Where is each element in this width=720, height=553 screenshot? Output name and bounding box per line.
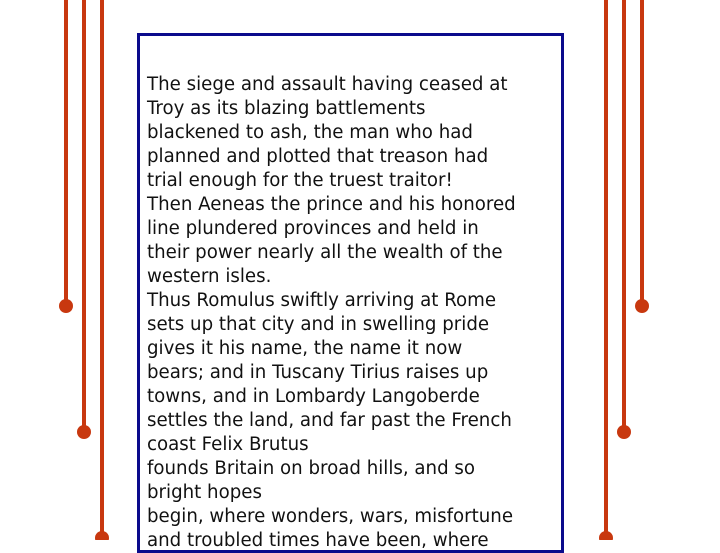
text-line: Thus Romulus swiftly arriving at Rome: [147, 290, 497, 311]
text-line: The siege and assault having ceased at: [147, 74, 508, 95]
text-line: planned and plotted that treason had: [147, 146, 489, 167]
text-line: trial enough for the truest traitor!: [147, 170, 453, 191]
text-line: Then Aeneas the prince and his honored: [147, 194, 516, 215]
text-line: gives it his name, the name it now: [147, 338, 463, 359]
text-line: line plundered provinces and held in: [147, 218, 479, 239]
left-line-inner-end-dot: [95, 531, 109, 540]
right-line-inner-end-dot: [599, 531, 613, 540]
right-line-middle-end-dot: [617, 425, 631, 439]
text-line: Troy as its blazing battlements: [147, 98, 426, 119]
left-line-outer-end-dot: [59, 299, 73, 313]
text-frame: [137, 33, 564, 553]
text-line: and troubled times have been, where: [147, 530, 489, 551]
text-line: towns, and in Lombardy Langoberde: [147, 386, 480, 407]
text-line: their power nearly all the wealth of the: [147, 242, 503, 263]
text-line: bears; and in Tuscany Tirius raises up: [147, 362, 489, 383]
text-line: blackened to ash, the man who had: [147, 122, 473, 143]
text-line: begin, where wonders, wars, misfortune: [147, 506, 514, 527]
text-line: founds Britain on broad hills, and so: [147, 458, 476, 479]
text-line: bright hopes: [147, 482, 262, 503]
text-line: settles the land, and far past the French: [147, 410, 512, 431]
right-line-outer-end-dot: [635, 299, 649, 313]
text-line: coast Felix Brutus: [147, 434, 309, 455]
text-line: western isles.: [147, 266, 272, 287]
poem-text: [147, 73, 559, 553]
text-line: sets up that city and in swelling pride: [147, 314, 490, 335]
left-line-middle-end-dot: [77, 425, 91, 439]
